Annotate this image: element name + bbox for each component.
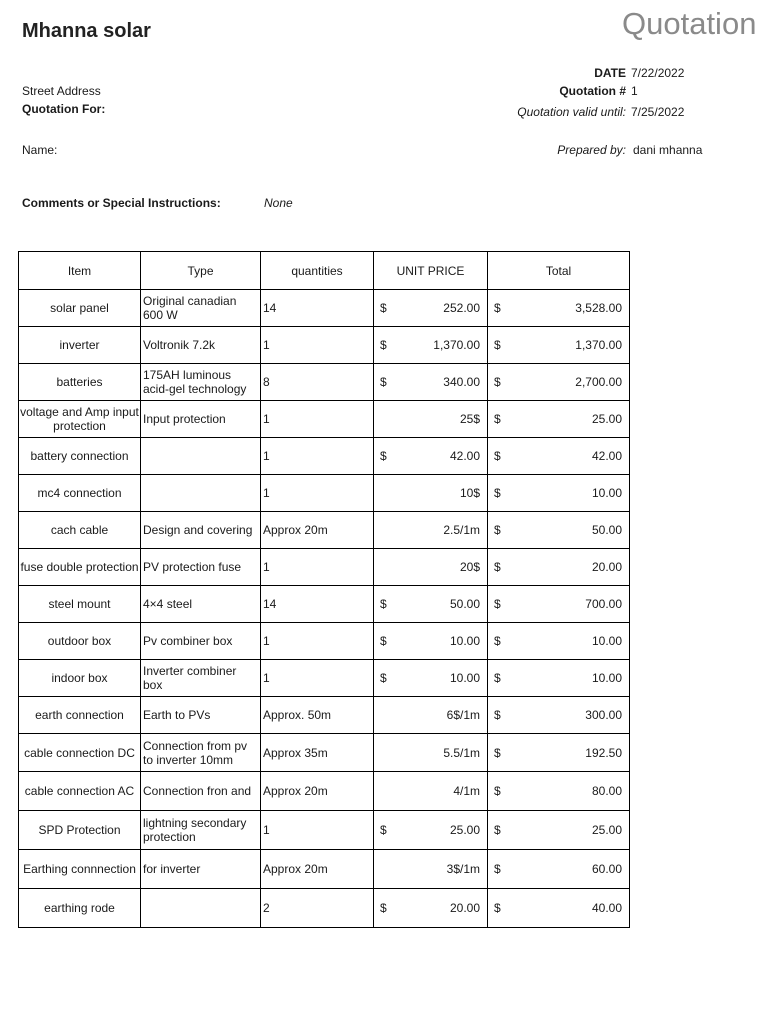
cell-total	[488, 512, 630, 549]
cell-quantity: Approx 35m	[261, 734, 374, 772]
cell-quantity: Approx. 50m	[261, 697, 374, 734]
item-name: batteries	[56, 375, 103, 389]
cell-total	[488, 438, 630, 475]
cell-type: PV protection fuse	[141, 549, 261, 586]
table-row	[19, 475, 630, 512]
cell-quantity: 1	[261, 438, 374, 475]
table-row	[19, 889, 630, 928]
table-header-row	[19, 252, 630, 290]
unit-amount: 50.00	[449, 597, 480, 611]
cell-quantity: 1	[261, 475, 374, 512]
comments-label: Comments or Special Instructions:	[22, 196, 221, 210]
total-amount: 300.00	[585, 708, 622, 722]
total-currency: $	[494, 338, 501, 352]
cell-item	[19, 549, 141, 586]
total-amount: 25.00	[591, 412, 622, 426]
unit-amount: 20$	[459, 560, 480, 574]
item-name: SPD Protection	[38, 823, 121, 837]
date-value: 7/22/2022	[631, 66, 685, 80]
item-name: solar panel	[50, 301, 109, 315]
item-name: inverter	[59, 338, 100, 352]
cell-type: Design and covering	[141, 512, 261, 549]
unit-amount: 1,370.00	[433, 338, 480, 352]
cell-total	[488, 623, 630, 660]
unit-amount: 25.00	[449, 823, 480, 837]
unit-amount: 10.00	[449, 671, 480, 685]
cell-total	[488, 660, 630, 697]
item-name: steel mount	[48, 597, 111, 611]
cell-item	[19, 290, 141, 327]
cell-item	[19, 512, 141, 549]
cell-item	[19, 697, 141, 734]
cell-quantity: 14	[261, 586, 374, 623]
cell-item	[19, 438, 141, 475]
cell-total	[488, 697, 630, 734]
total-amount: 50.00	[591, 523, 622, 537]
unit-currency: $	[380, 449, 387, 463]
cell-type: Pv combiner box	[141, 623, 261, 660]
total-currency: $	[494, 597, 501, 611]
total-amount: 80.00	[591, 784, 622, 798]
cell-quantity: 14	[261, 290, 374, 327]
table-row	[19, 697, 630, 734]
total-amount: 10.00	[591, 486, 622, 500]
total-amount: 10.00	[591, 671, 622, 685]
unit-amount: 5.5/1m	[443, 745, 480, 760]
item-name: outdoor box	[47, 634, 112, 648]
table-body	[19, 290, 630, 928]
cell-total	[488, 734, 630, 772]
cell-item	[19, 889, 141, 928]
total-currency: $	[494, 823, 501, 837]
total-amount: 40.00	[591, 901, 622, 915]
unit-amount: 10.00	[449, 634, 480, 648]
quotation-for-label: Quotation For:	[22, 102, 106, 116]
item-name: indoor box	[51, 671, 108, 685]
cell-quantity: 1	[261, 811, 374, 850]
header-quantities: quantities	[261, 252, 374, 290]
item-name: voltage and Amp input protection	[20, 405, 139, 433]
cell-type: Voltronik 7.2k	[141, 327, 261, 364]
item-name: earth connection	[35, 708, 124, 722]
total-currency: $	[494, 862, 501, 876]
company-name: Mhanna solar	[22, 20, 151, 42]
street-address: Street Address	[22, 84, 101, 98]
header-item: Item	[19, 252, 141, 290]
unit-amount: 10$	[459, 486, 480, 500]
cell-type: Earth to PVs	[141, 697, 261, 734]
unit-currency: $	[380, 634, 387, 648]
cell-item	[19, 811, 141, 850]
valid-until-label: Quotation valid until:	[517, 105, 626, 119]
total-currency: $	[494, 449, 501, 463]
total-amount: 25.00	[591, 823, 622, 837]
item-name: fuse double protection	[20, 560, 139, 574]
quotation-number-value: 1	[631, 84, 638, 98]
quotation-number-label: Quotation #	[559, 84, 626, 98]
total-amount: 192.50	[585, 745, 622, 760]
item-name: cach cable	[50, 523, 109, 537]
cell-quantity: 1	[261, 623, 374, 660]
cell-total	[488, 549, 630, 586]
item-name: cable connection AC	[24, 784, 135, 798]
cell-quantity: 1	[261, 660, 374, 697]
total-amount: 42.00	[591, 449, 622, 463]
item-name: battery connection	[30, 449, 129, 463]
table-row	[19, 734, 630, 772]
total-currency: $	[494, 523, 501, 537]
prepared-by-label: Prepared by:	[557, 143, 626, 157]
cell-total	[488, 364, 630, 401]
unit-amount: 340.00	[443, 375, 480, 389]
unit-amount: 3$/1m	[446, 862, 480, 876]
unit-currency: $	[380, 823, 387, 837]
header-unit-price: UNIT PRICE	[374, 252, 488, 290]
cell-type: for inverter	[141, 850, 261, 889]
cell-quantity: Approx 20m	[261, 850, 374, 889]
total-amount: 20.00	[591, 560, 622, 574]
total-currency: $	[494, 301, 501, 315]
cell-item	[19, 850, 141, 889]
cell-total	[488, 290, 630, 327]
item-name: earthing rode	[44, 901, 115, 915]
total-currency: $	[494, 560, 501, 574]
total-amount: 60.00	[591, 862, 622, 876]
comments-value: None	[264, 196, 293, 210]
item-name: mc4 connection	[37, 486, 122, 500]
cell-type: lightning secondary protection	[141, 811, 261, 850]
item-name: Earthing connnection	[23, 862, 136, 876]
total-currency: $	[494, 634, 501, 648]
table-row	[19, 811, 630, 850]
cell-unit-price	[374, 401, 488, 438]
cell-unit-price	[374, 290, 488, 327]
total-currency: $	[494, 784, 501, 798]
header-total: Total	[488, 252, 630, 290]
prepared-by-value: dani mhanna	[633, 143, 703, 157]
cell-quantity: Approx 20m	[261, 772, 374, 811]
unit-currency: $	[380, 301, 387, 315]
cell-type: Input protection	[141, 401, 261, 438]
unit-currency: $	[380, 597, 387, 611]
cell-type	[141, 889, 261, 928]
cell-total	[488, 586, 630, 623]
unit-currency: $	[380, 901, 387, 915]
cell-unit-price	[374, 549, 488, 586]
total-amount: 2,700.00	[575, 375, 622, 389]
unit-amount: 2.5/1m	[443, 523, 480, 537]
total-amount: 700.00	[585, 597, 622, 611]
cell-quantity: Approx 20m	[261, 512, 374, 549]
cell-type: Inverter combiner box	[141, 660, 261, 697]
cell-item	[19, 586, 141, 623]
table-row	[19, 401, 630, 438]
cell-type: Original canadian 600 W	[141, 290, 261, 327]
cell-quantity: 8	[261, 364, 374, 401]
unit-amount: 6$/1m	[446, 708, 480, 722]
total-currency: $	[494, 901, 501, 915]
document-title: Quotation	[622, 6, 757, 41]
cell-type	[141, 438, 261, 475]
item-name: cable connection DC	[24, 745, 135, 760]
cell-total	[488, 401, 630, 438]
header-type: Type	[141, 252, 261, 290]
unit-currency: $	[380, 338, 387, 352]
total-currency: $	[494, 708, 501, 722]
total-currency: $	[494, 671, 501, 685]
unit-amount: 42.00	[449, 449, 480, 463]
cell-quantity: 2	[261, 889, 374, 928]
cell-item	[19, 401, 141, 438]
cell-quantity: 1	[261, 327, 374, 364]
cell-unit-price	[374, 889, 488, 928]
total-currency: $	[494, 486, 501, 500]
cell-unit-price	[374, 660, 488, 697]
unit-amount: 4/1m	[453, 784, 480, 798]
cell-unit-price	[374, 438, 488, 475]
valid-until-value: 7/25/2022	[631, 105, 685, 119]
cell-unit-price	[374, 364, 488, 401]
cell-type: Connection from pv to inverter 10mm	[141, 734, 261, 772]
table-row	[19, 586, 630, 623]
table-row	[19, 364, 630, 401]
cell-unit-price	[374, 586, 488, 623]
quotation-table	[18, 251, 630, 928]
cell-item	[19, 734, 141, 772]
table-row	[19, 772, 630, 811]
total-amount: 3,528.00	[575, 301, 622, 315]
unit-amount: 25$	[459, 412, 480, 426]
total-currency: $	[494, 412, 501, 426]
unit-amount: 252.00	[443, 301, 480, 315]
cell-type	[141, 475, 261, 512]
cell-type: 175AH luminous acid-gel technology	[141, 364, 261, 401]
table-row	[19, 850, 630, 889]
cell-unit-price	[374, 512, 488, 549]
cell-unit-price	[374, 811, 488, 850]
date-label: DATE	[594, 66, 626, 80]
cell-item	[19, 475, 141, 512]
unit-currency: $	[380, 671, 387, 685]
cell-quantity: 1	[261, 401, 374, 438]
table-row	[19, 327, 630, 364]
cell-total	[488, 475, 630, 512]
cell-item	[19, 364, 141, 401]
table-row	[19, 290, 630, 327]
total-currency: $	[494, 375, 501, 389]
unit-amount: 20.00	[449, 901, 480, 915]
cell-total	[488, 850, 630, 889]
cell-unit-price	[374, 697, 488, 734]
cell-item	[19, 772, 141, 811]
cell-quantity: 1	[261, 549, 374, 586]
name-label: Name:	[22, 143, 58, 157]
cell-item	[19, 327, 141, 364]
cell-total	[488, 327, 630, 364]
table-row	[19, 512, 630, 549]
cell-total	[488, 889, 630, 928]
cell-type: Connection fron and	[141, 772, 261, 811]
cell-item	[19, 623, 141, 660]
cell-type: 4×4 steel	[141, 586, 261, 623]
table-row	[19, 438, 630, 475]
cell-item	[19, 660, 141, 697]
cell-unit-price	[374, 475, 488, 512]
table-row	[19, 549, 630, 586]
table-row	[19, 660, 630, 697]
cell-unit-price	[374, 734, 488, 772]
cell-unit-price	[374, 850, 488, 889]
unit-currency: $	[380, 375, 387, 389]
total-amount: 1,370.00	[575, 338, 622, 352]
table-row	[19, 623, 630, 660]
cell-unit-price	[374, 623, 488, 660]
cell-total	[488, 811, 630, 850]
total-amount: 10.00	[591, 634, 622, 648]
total-currency: $	[494, 745, 501, 760]
cell-total	[488, 772, 630, 811]
cell-unit-price	[374, 772, 488, 811]
cell-unit-price	[374, 327, 488, 364]
